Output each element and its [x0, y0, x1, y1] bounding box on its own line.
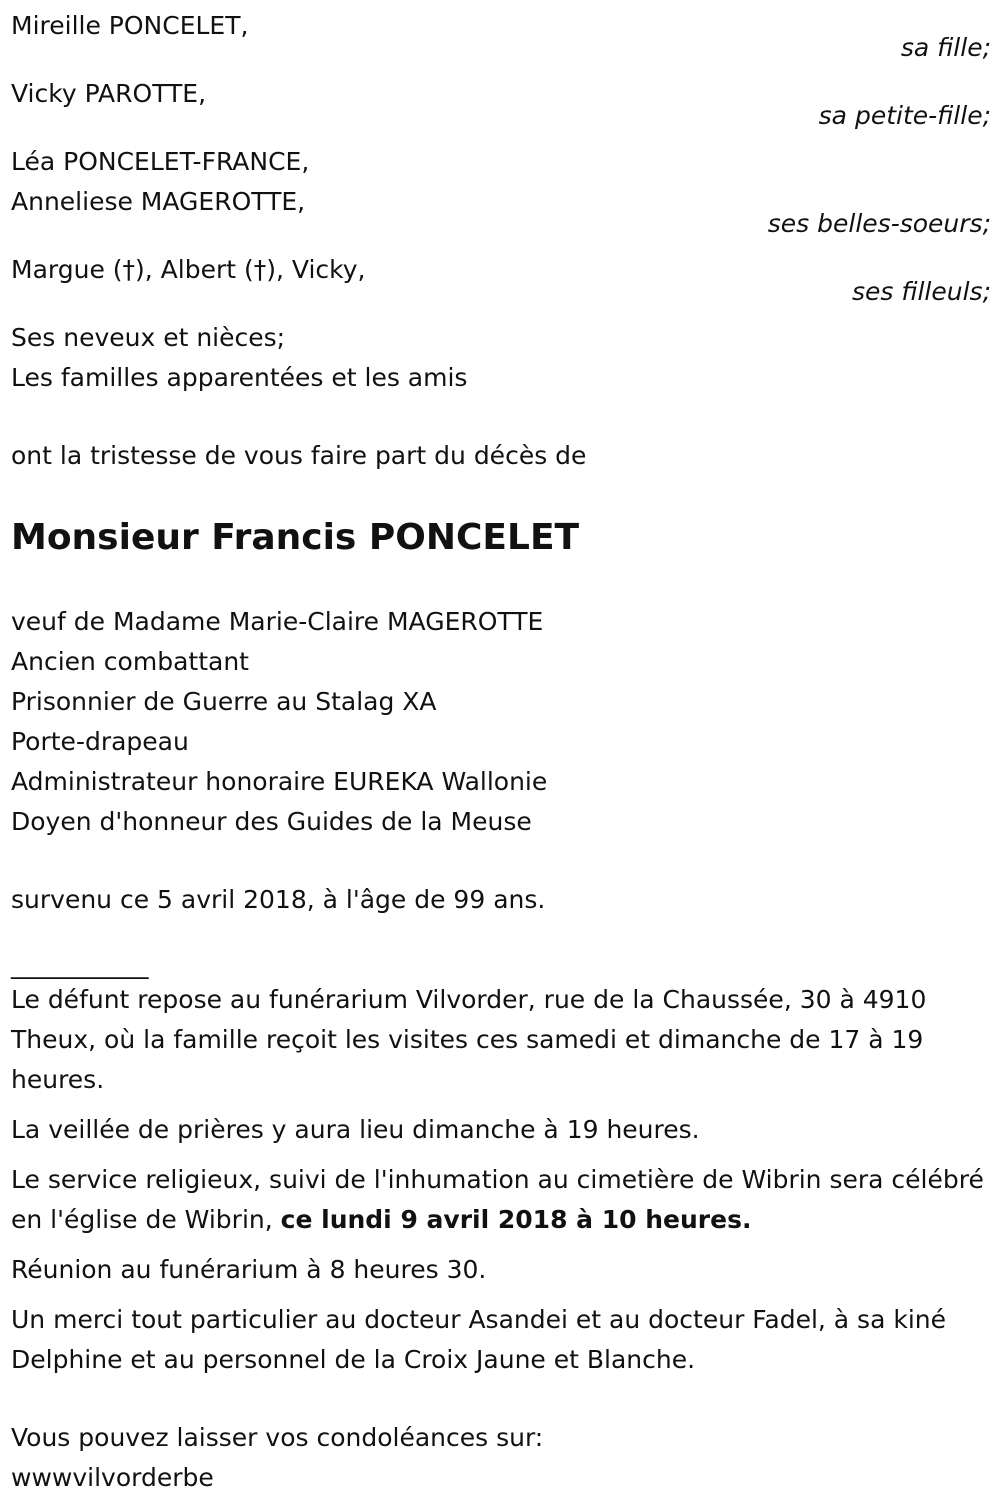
title-line: Ancien combattant [11, 647, 249, 676]
family-group-daughter [11, 6, 991, 68]
family-name: Léa PONCELET-FRANCE, [11, 147, 310, 176]
condolences-label: Vous pouvez laisser vos condoléances sur: [11, 1423, 544, 1452]
title-line: Doyen d'honneur des Guides de la Meuse [11, 807, 532, 836]
other-relatives-line: Ses neveux et nièces; [11, 323, 286, 352]
service-paragraph [11, 1160, 991, 1240]
title-line: Administrateur honoraire EUREKA Wallonie [11, 767, 548, 796]
death-date: survenu ce 5 avril 2018, à l'âge de 99 ans. [11, 885, 546, 914]
title-line: Porte-drapeau [11, 727, 189, 756]
meeting-paragraph: Réunion au funérarium à 8 heures 30. [11, 1255, 487, 1284]
family-relation: ses belles-soeurs; [767, 209, 991, 238]
family-group-sisters-in-law [11, 142, 991, 244]
family-name: Vicky PAROTTE, [11, 79, 207, 108]
rest-paragraph: Le défunt repose au funérarium Vilvorder, rue de la Chaussée, 30 à 4910 Theux, où la famille reçoit les visites ces samedi et dimanche de 17 à 19 heures. [11, 985, 927, 1094]
family-name: Margue (†), Albert (†), Vicky, [11, 255, 366, 284]
family-name: Mireille PONCELET, [11, 11, 249, 40]
separator-line: ___________ [11, 950, 149, 979]
service-date: ce lundi 9 avril 2018 à 10 heures. [280, 1205, 752, 1234]
other-relatives-line: Les familles apparentées et les amis [11, 363, 468, 392]
family-name: Anneliese MAGEROTTE, [11, 187, 306, 216]
title-line: Prisonnier de Guerre au Stalag XA [11, 687, 437, 716]
family-relation: sa petite-fille; [818, 101, 991, 130]
obituary-notice [11, 6, 991, 1498]
vigil-paragraph: La veillée de prières y aura lieu dimanche à 19 heures. [11, 1115, 700, 1144]
family-relation: sa fille; [900, 33, 991, 62]
other-relatives [11, 318, 991, 398]
family-group-granddaughter [11, 74, 991, 136]
family-relation: ses filleuls; [851, 277, 991, 306]
condolences-section [11, 1418, 991, 1498]
announcement-intro: ont la tristesse de vous faire part du décès de [11, 441, 587, 470]
family-group-godchildren [11, 250, 991, 312]
deceased-name: Monsieur Francis PONCELET [11, 517, 580, 558]
service-text: Le service religieux, suivi de l'inhumation au cimetière de Wibrin sera célébré en l'église de Wibrin, [11, 1165, 984, 1234]
title-line: veuf de Madame Marie-Claire MAGEROTTE [11, 607, 544, 636]
condolences-url: wwwvilvorderbe [11, 1463, 214, 1492]
thanks-paragraph: Un merci tout particulier au docteur Asandei et au docteur Fadel, à sa kiné Delphine et au personnel de la Croix Jaune et Blanche. [11, 1305, 946, 1374]
deceased-titles [11, 602, 991, 842]
